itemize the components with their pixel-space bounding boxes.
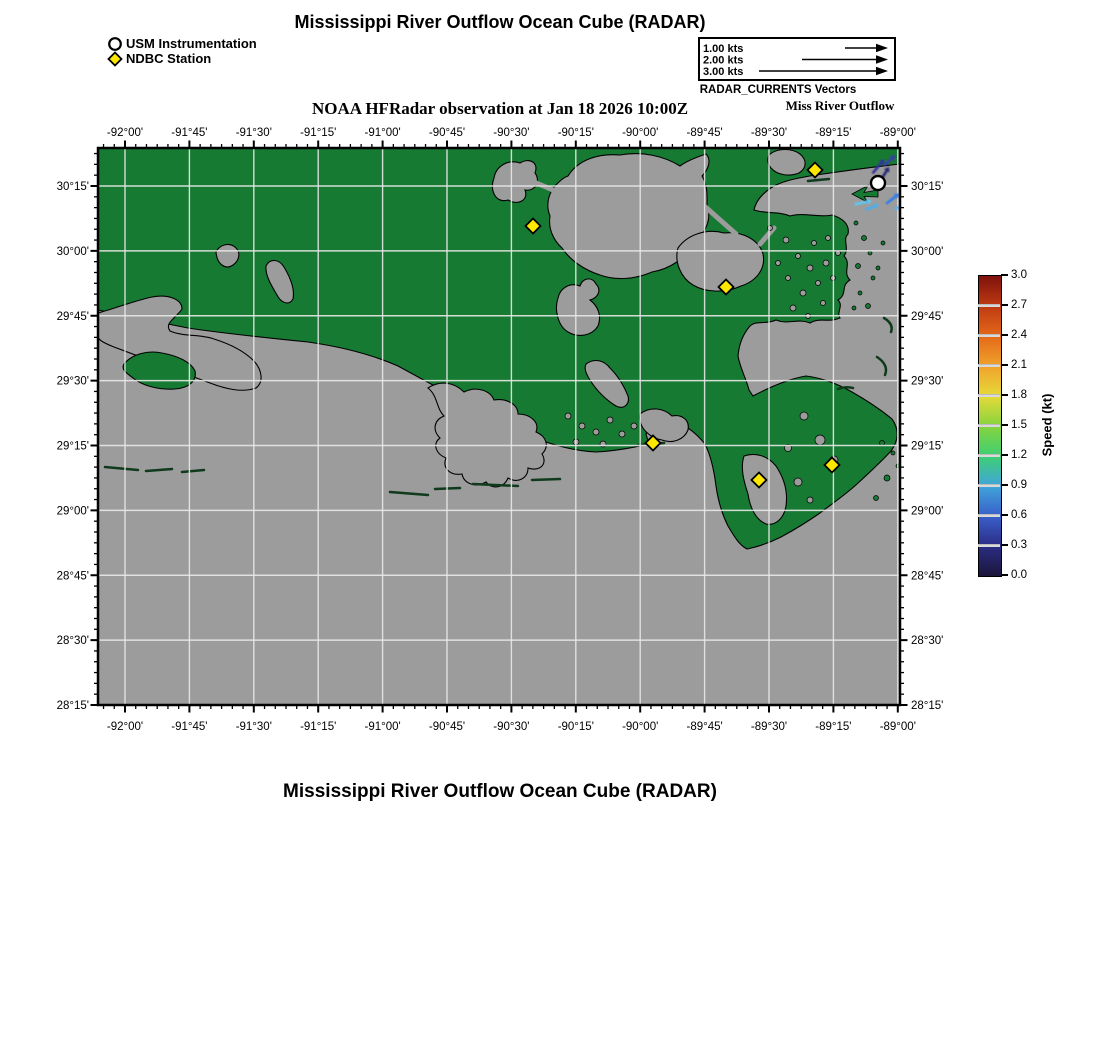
colorbar-tick-label: 1.2 xyxy=(1011,449,1027,461)
lat-tick-label: 28°15' xyxy=(911,700,944,712)
lat-tick-label: 28°45' xyxy=(56,570,89,583)
colorbar-tick xyxy=(1001,424,1008,426)
colorbar-tick xyxy=(1001,394,1008,396)
colorbar-tick-line xyxy=(978,484,1000,487)
lon-tick-label: -90°30' xyxy=(493,127,530,139)
lon-tick-label: -91°00' xyxy=(364,127,401,139)
lon-tick-label: -89°30' xyxy=(750,721,788,733)
marsh-pond xyxy=(579,423,585,429)
colorbar-tick-label: 2.4 xyxy=(1011,329,1027,341)
marsh-pond xyxy=(619,431,625,437)
colorbar-tick-line xyxy=(978,394,1000,397)
marsh-pond xyxy=(826,236,831,241)
islet xyxy=(852,306,856,310)
colorbar-tick-label: 2.7 xyxy=(1011,299,1027,311)
colorbar-tick xyxy=(1001,574,1008,576)
lon-tick-label: -90°00' xyxy=(622,721,659,733)
lat-tick-label: 29°30' xyxy=(911,375,944,388)
islet xyxy=(854,221,858,225)
colorbar-tick-label: 1.5 xyxy=(1011,419,1027,431)
marsh-pond xyxy=(607,417,613,423)
marsh-pond xyxy=(794,478,802,486)
lon-tick-label: -89°30' xyxy=(750,127,788,139)
marsh-pond xyxy=(796,254,801,259)
lat-tick-label: 29°45' xyxy=(56,310,89,323)
colorbar-title: Speed (kt) xyxy=(1039,393,1055,457)
marsh-pond xyxy=(816,281,821,286)
lon-tick-label: -90°00' xyxy=(622,127,659,139)
page-title: Mississippi River Outflow Ocean Cube (RADAR) xyxy=(294,12,706,32)
lon-tick-label: -90°30' xyxy=(493,721,530,733)
legend-item-ndbc xyxy=(107,51,257,66)
vector-scale-arrows xyxy=(700,39,894,79)
vector-scale-box xyxy=(698,37,896,81)
lat-tick-label: 28°30' xyxy=(56,635,89,648)
islet xyxy=(856,264,861,269)
lat-tick-label: 29°30' xyxy=(56,375,89,388)
legend xyxy=(107,36,257,66)
scale-arrow-head xyxy=(876,44,888,52)
colorbar-tick xyxy=(1001,454,1008,456)
vector-scale-caption: RADAR_CURRENTS Vectors xyxy=(699,84,857,96)
colorbar-tick-label: 2.1 xyxy=(1011,359,1027,371)
islet xyxy=(858,291,862,295)
lat-tick-label: 29°00' xyxy=(911,505,944,518)
legend-label-usm: USM Instrumentation xyxy=(126,36,257,51)
colorbar-tick xyxy=(1001,544,1008,546)
colorbar-tick-line xyxy=(978,364,1000,367)
lon-tick-label: -91°30' xyxy=(235,127,272,139)
lat-tick-label: 29°15' xyxy=(56,440,89,453)
lat-tick-label: 30°00' xyxy=(56,245,89,258)
islet xyxy=(881,241,885,245)
colorbar-tick-label: 0.3 xyxy=(1011,539,1027,551)
scale-arrow-head xyxy=(876,67,888,75)
marsh-pond xyxy=(823,260,829,266)
legend-item-usm xyxy=(107,36,257,51)
lon-tick-label: -89°00' xyxy=(879,721,916,733)
colorbar-tick-label: 1.8 xyxy=(1011,389,1027,401)
lat-tick-label: 30°00' xyxy=(911,245,944,258)
marsh-pond xyxy=(790,305,796,311)
marsh-pond xyxy=(812,241,817,246)
bottom-title: Mississippi River Outflow Ocean Cube (RADAR) xyxy=(283,781,717,802)
colorbar-tick-line xyxy=(978,334,1000,337)
lat-tick-label: 29°45' xyxy=(911,310,944,323)
lon-tick-label: -90°45' xyxy=(428,721,466,733)
marsh-pond xyxy=(800,412,808,420)
lat-tick-label: 29°00' xyxy=(56,505,89,518)
lon-tick-label: -90°45' xyxy=(428,127,466,139)
islet xyxy=(868,251,872,255)
islet xyxy=(862,236,867,241)
colorbar-tick xyxy=(1001,514,1008,516)
colorbar-tick xyxy=(1001,364,1008,366)
lat-tick-label: 30°15' xyxy=(56,181,89,193)
map-canvas xyxy=(98,148,900,705)
lat-tick-label: 28°45' xyxy=(911,570,944,583)
lon-tick-label: -89°45' xyxy=(686,721,723,733)
colorbar-tick-label: 0.9 xyxy=(1011,479,1027,491)
lon-tick-label: -91°45' xyxy=(171,721,208,733)
islet xyxy=(866,304,871,309)
lat-tick-label: 29°15' xyxy=(911,440,944,453)
islet xyxy=(876,266,880,270)
marsh-pond xyxy=(807,497,813,503)
lon-tick-label: -91°30' xyxy=(235,721,272,733)
usm-station-marker xyxy=(871,176,885,190)
lat-tick-label: 30°15' xyxy=(911,181,944,193)
colorbar-tick-line xyxy=(978,424,1000,427)
ndbc-diamond-icon xyxy=(107,51,123,67)
lat-tick-label: 28°15' xyxy=(56,700,89,712)
colorbar-tick-label: 3.0 xyxy=(1011,269,1027,281)
colorbar-tick-label: 0.6 xyxy=(1011,509,1027,521)
lon-tick-label: -90°15' xyxy=(557,127,594,139)
colorbar-tick-label: 0.0 xyxy=(1011,569,1027,581)
lon-tick-label: -92°00' xyxy=(106,127,144,139)
lon-tick-label: -91°15' xyxy=(300,127,337,139)
marsh-pond xyxy=(815,435,825,445)
colorbar-tick xyxy=(1001,304,1008,306)
islet xyxy=(871,276,875,280)
lon-tick-label: -91°00' xyxy=(364,721,401,733)
vector-scale-label-3: 3.00 kts xyxy=(703,66,744,78)
observation-subtitle: NOAA HFRadar observation at Jan 18 2026 10:00Z xyxy=(311,99,689,118)
marsh-pond xyxy=(776,261,781,266)
lon-tick-label: -92°00' xyxy=(106,721,144,733)
vector-scale-label-1: 1.00 kts xyxy=(703,43,744,55)
lat-tick-label: 28°30' xyxy=(911,635,944,648)
lake-borgne xyxy=(677,231,764,291)
marsh-pond xyxy=(821,301,826,306)
colorbar-tick-line xyxy=(978,514,1000,517)
colorbar-tick-line xyxy=(978,304,1000,307)
islet xyxy=(884,475,890,481)
colorbar-tick xyxy=(1001,274,1008,276)
marsh-pond xyxy=(800,290,806,296)
lon-tick-label: -90°15' xyxy=(557,721,594,733)
islet xyxy=(880,441,885,446)
legend-label-ndbc: NDBC Station xyxy=(126,51,212,66)
scale-arrow-head xyxy=(876,55,888,63)
marsh-pond xyxy=(783,237,789,243)
lon-tick-label: -89°15' xyxy=(815,127,852,139)
marsh-pond xyxy=(807,265,813,271)
lon-tick-label: -89°00' xyxy=(879,127,916,139)
islet xyxy=(891,451,895,455)
marsh-pond xyxy=(768,226,773,231)
vector-scale-subcaption: Miss River Outflow xyxy=(785,98,895,113)
colorbar-tick xyxy=(1001,334,1008,336)
marsh-pond xyxy=(565,413,571,419)
colorbar-tick-line xyxy=(978,544,1000,547)
lon-tick-label: -91°15' xyxy=(300,721,337,733)
lon-tick-label: -89°15' xyxy=(815,721,852,733)
lon-tick-label: -91°45' xyxy=(171,127,208,139)
colorbar-tick xyxy=(1001,484,1008,486)
marsh-pond xyxy=(593,429,599,435)
colorbar-tick-line xyxy=(978,454,1000,457)
vector-scale-label-2: 2.00 kts xyxy=(703,54,744,67)
lon-tick-label: -89°45' xyxy=(686,127,723,139)
islet xyxy=(874,496,879,501)
marsh-pond xyxy=(631,423,637,429)
usm-circle-icon xyxy=(107,36,123,52)
marsh-pond xyxy=(786,276,791,281)
